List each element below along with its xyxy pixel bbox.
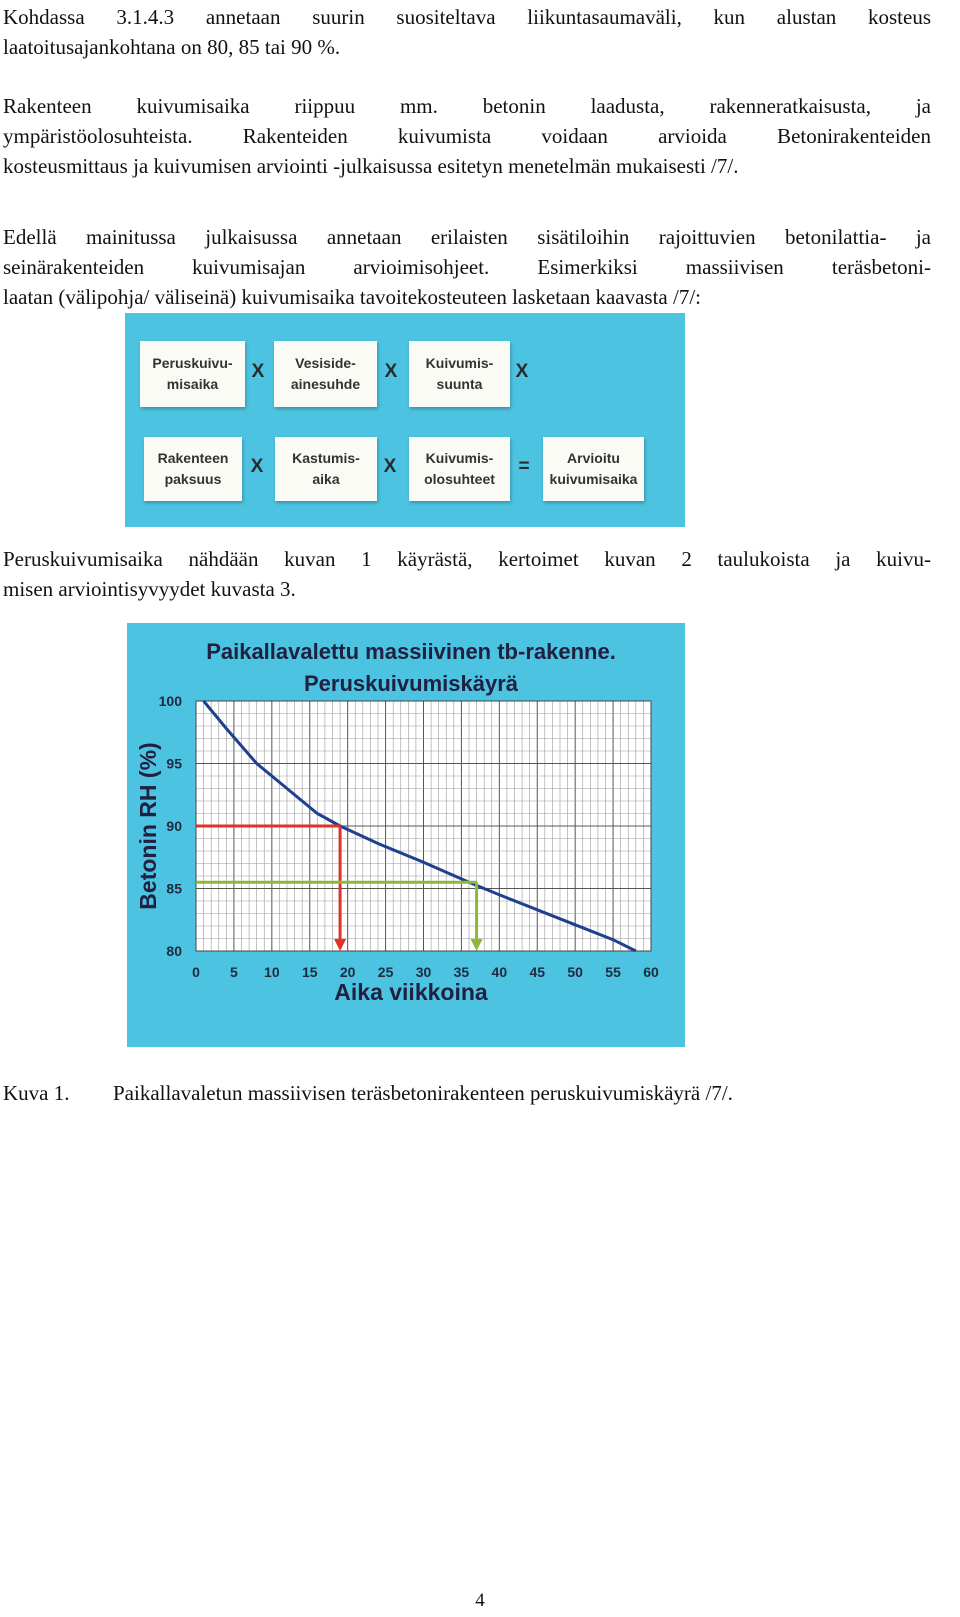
paragraph-line: Edellä mainitussa julkaisussa annetaan erilaisten sisätiloihin rajoittuvien betonilattia- ja — [3, 225, 931, 249]
x-tick-label: 20 — [339, 964, 356, 980]
x-tick-labels — [192, 964, 659, 980]
paragraph-1 — [3, 2, 931, 62]
x-tick-label: 50 — [567, 964, 583, 980]
paragraph-line: Peruskuivumisaika nähdään kuvan 1 käyrästä, kertoimet kuvan 2 taulukoista ja kuivu- — [3, 547, 931, 571]
formula-box-peruskuivumisaika: Peruskuivu- misaika — [140, 341, 245, 407]
x-tick-label: 35 — [453, 964, 470, 980]
chart-title-line-2: Peruskuivumiskäyrä — [303, 671, 519, 696]
times-operator: X — [383, 456, 397, 477]
x-tick-label: 45 — [529, 964, 546, 980]
times-operator: X — [250, 456, 264, 477]
y-tick-label: 100 — [158, 693, 182, 709]
times-operator: X — [384, 361, 398, 382]
paragraph-3 — [3, 222, 931, 312]
paragraph-line: ympäristöolosuhteista. Rakenteiden kuivumista voidaan arvioida Betonirakenteiden — [3, 124, 931, 148]
x-tick-label: 30 — [415, 964, 432, 980]
paragraph-line: Kohdassa 3.1.4.3 annetaan suurin suositeltava liikuntasaumaväli, kun alustan kosteus — [3, 5, 931, 29]
x-axis-label: Aika viikkoina — [334, 979, 488, 1005]
y-tick-label: 80 — [166, 943, 182, 959]
chart-title-line-1: Paikallavalettu massiivinen tb-rakenne. — [206, 639, 616, 664]
formula-box-kastumisaika: Kastumis- aika — [275, 437, 377, 501]
paragraph-4 — [3, 544, 931, 604]
paragraph-line: misen arviointisyvyydet kuvasta 3. — [3, 577, 296, 601]
x-tick-label: 60 — [643, 964, 659, 980]
paragraph-line: kosteusmittaus ja kuivumisen arviointi -julkaisussa esitetyn menetelmän mukaisesti /7/. — [3, 154, 739, 178]
x-tick-label: 40 — [491, 964, 508, 980]
x-tick-label: 15 — [301, 964, 318, 980]
x-tick-label: 25 — [377, 964, 394, 980]
caption-text: Paikallavaletun massiivisen teräsbetonirakenteen peruskuivumiskäyrä /7/. — [113, 1081, 733, 1105]
y-tick-labels — [159, 693, 183, 959]
y-tick-label: 90 — [166, 818, 182, 834]
paragraph-line: laatoitusajankohtana on 80, 85 tai 90 %. — [3, 35, 341, 59]
times-operator: X — [251, 361, 265, 382]
formula-box-arvioitu-kuivumisaika: Arvioitu kuivumisaika — [543, 437, 644, 501]
formula-box-rakenteen-paksuus: Rakenteen paksuus — [144, 437, 242, 501]
x-tick-label: 0 — [192, 964, 200, 980]
formula-box-kuivumisolosuhteet: Kuivumis- olosuhteet — [409, 437, 510, 501]
y-axis-label: Betonin RH (%) — [135, 742, 161, 910]
figure-caption — [3, 1078, 733, 1108]
drying-curve-chart — [127, 623, 685, 1047]
x-tick-label: 5 — [230, 964, 238, 980]
page-number: 4 — [475, 1590, 485, 1611]
y-tick-label: 95 — [166, 755, 182, 772]
x-tick-label: 10 — [264, 964, 280, 980]
paragraph-2 — [3, 91, 931, 181]
times-operator: X — [515, 361, 529, 382]
paragraph-line: Rakenteen kuivumisaika riippuu mm. betonin laadusta, rakenneratkaisusta, ja — [3, 94, 931, 118]
formula-box-kuivumissuunta: Kuivumis- suunta — [409, 341, 510, 407]
y-tick-label: 85 — [166, 880, 182, 897]
x-tick-label: 55 — [605, 964, 621, 980]
formula-box-vesisideainesuhde: Vesiside- ainesuhde — [274, 341, 377, 407]
chart-svg — [127, 623, 685, 1047]
paragraph-line: laatan (välipohja/ väliseinä) kuivumisaika tavoitekosteuteen lasketaan kaavasta /7/: — [3, 285, 702, 309]
caption-label: Kuva 1. — [3, 1081, 70, 1105]
paragraph-line: seinärakenteiden kuivumisajan arvioimisohjeet. Esimerkiksi massiivisen teräsbetoni- — [3, 255, 931, 279]
formula-diagram — [125, 313, 685, 527]
equals-operator: = — [518, 456, 530, 477]
